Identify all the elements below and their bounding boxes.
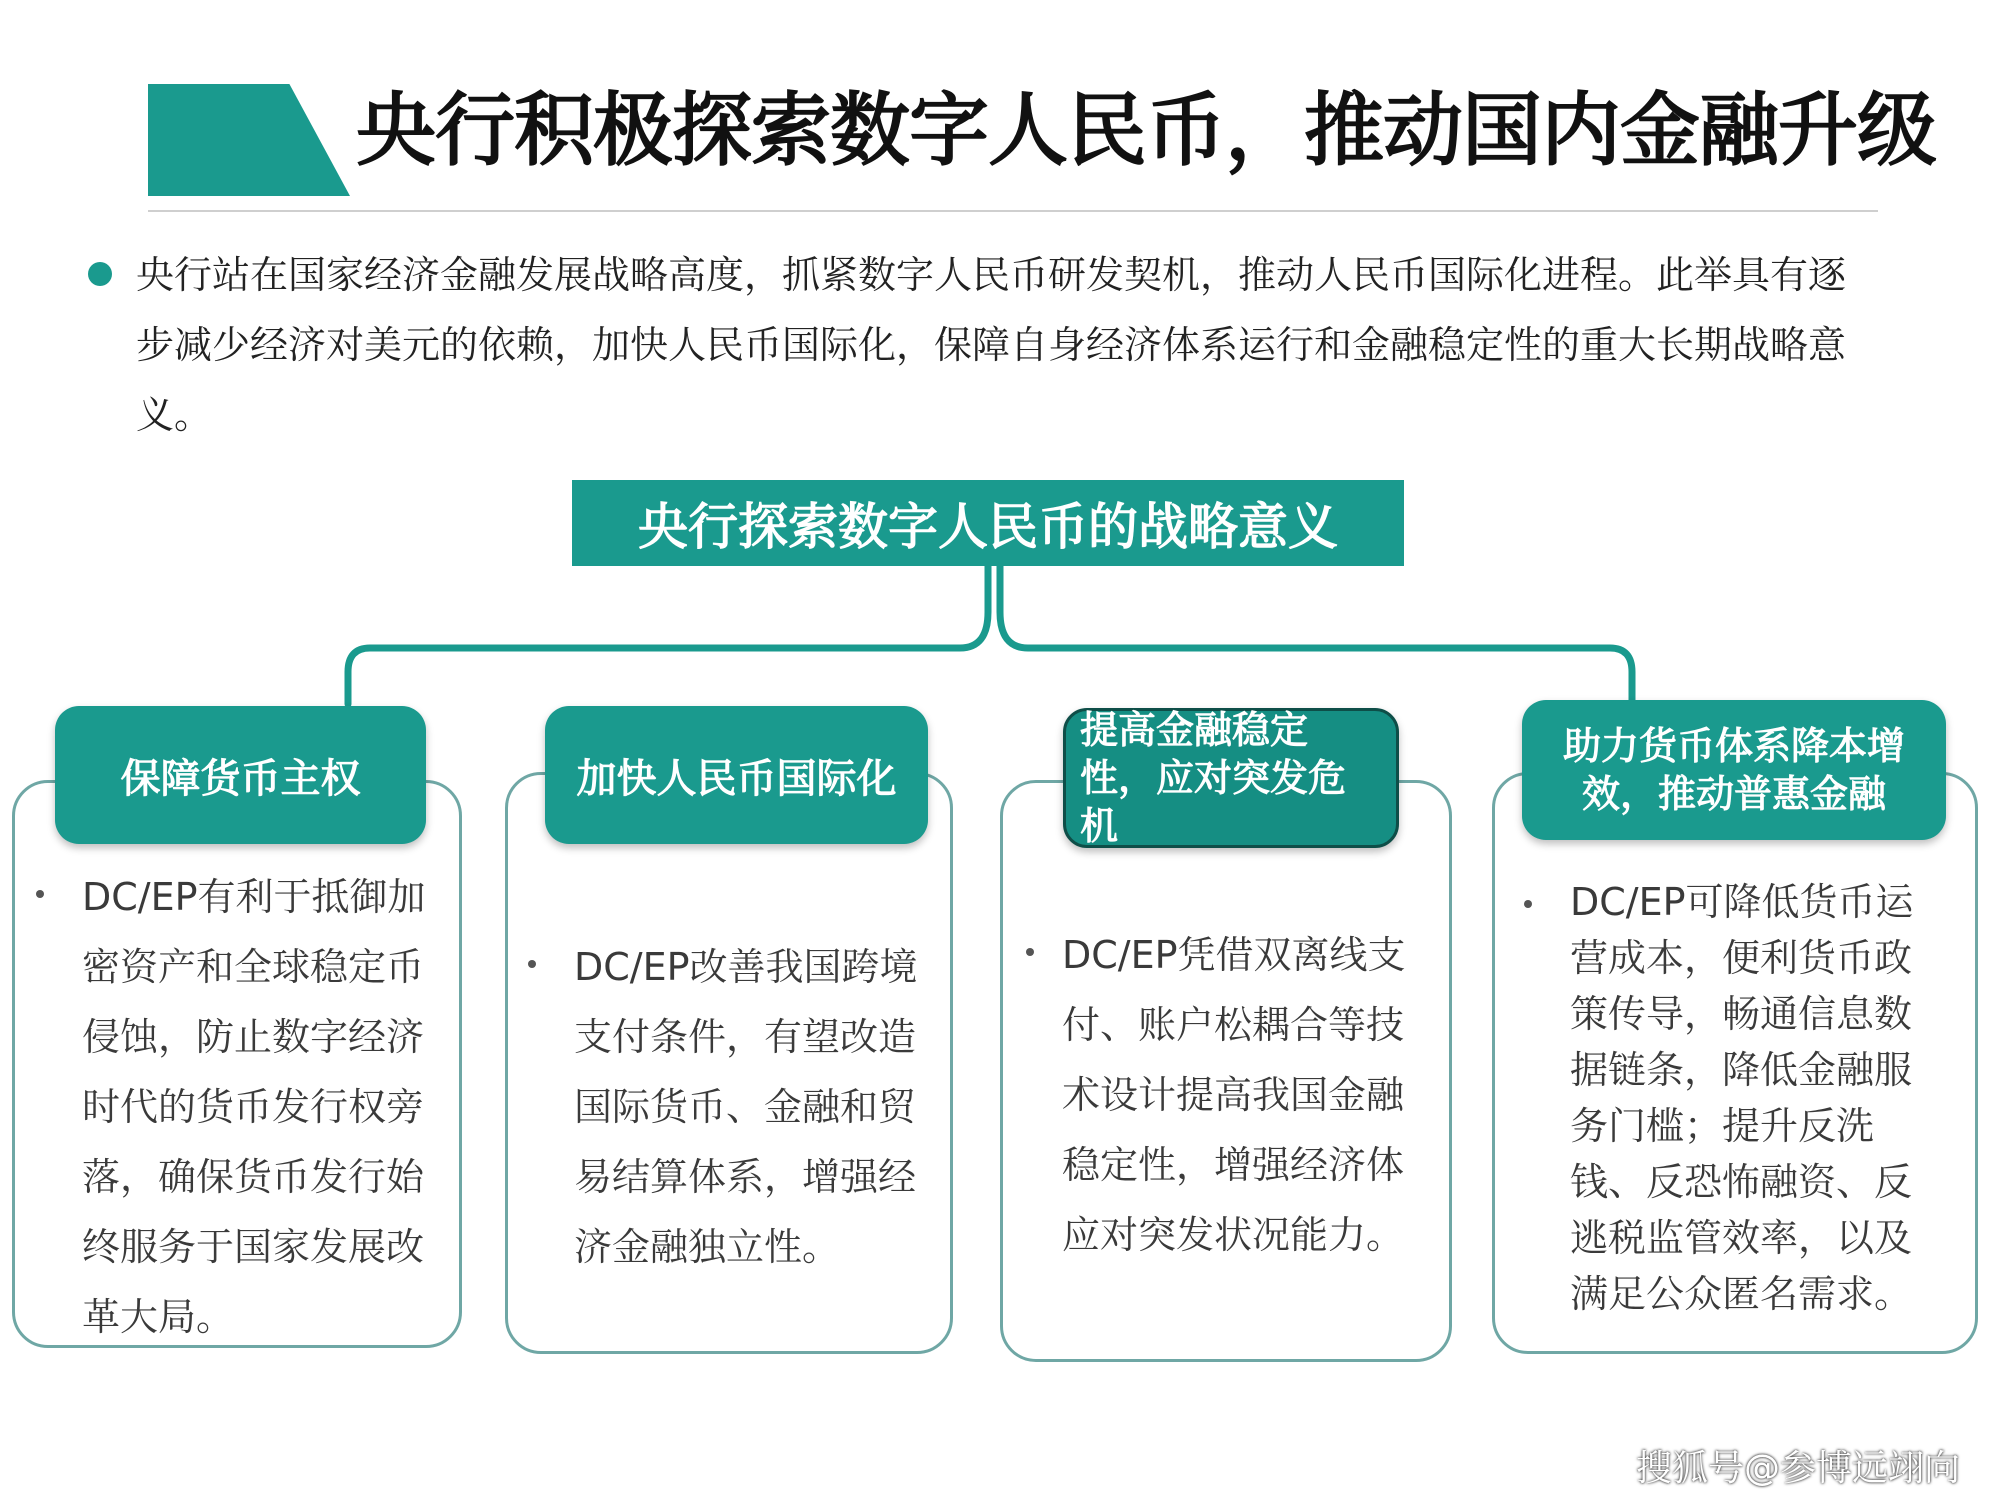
- card-title: 保障货币主权: [55, 706, 426, 844]
- card-bullet-icon: [528, 960, 536, 968]
- diagram-heading: 央行探索数字人民币的战略意义: [572, 480, 1404, 566]
- intro-paragraph: 央行站在国家经济金融发展战略高度，抓紧数字人民币研发契机，推动人民币国际化进程。此举具有逐步减少经济对美元的依赖，加快人民币国际化，保障自身经济体系运行和金融稳定性的重大长期战略意义。: [136, 253, 1847, 437]
- card-bullet-icon: [1026, 948, 1034, 956]
- watermark: 搜狐号@参博远翊向: [1635, 1448, 1960, 1489]
- card-text: DC/EP可降低货币运营成本，便利货币政策传导，畅通信息数据链条，降低金融服务门槛；提升反洗钱、反恐怖融资、反逃税监管效率，以及满足公众匿名需求。: [1570, 880, 1914, 1316]
- card-bullet-icon: [1524, 900, 1532, 908]
- card-title: 提高金融稳定性，应对突发危机: [1063, 708, 1399, 848]
- card-title: 加快人民币国际化: [545, 706, 928, 844]
- card-bullet-icon: [36, 890, 44, 898]
- card-text: DC/EP改善我国跨境支付条件，有望改造国际货币、金融和贸易结算体系，增强经济金融独立性。: [574, 945, 918, 1269]
- card-text: DC/EP有利于抵御加密资产和全球稳定币侵蚀，防止数字经济时代的货币发行权旁落，确保货币发行始终服务于国家发展改革大局。: [82, 875, 426, 1339]
- card-title: 助力货币体系降本增效，推动普惠金融: [1522, 700, 1946, 840]
- card-text: DC/EP凭借双离线支付、账户松耦合等技术设计提高我国金融稳定性，增强经济体应对突发状况能力。: [1062, 933, 1406, 1257]
- page-title: 央行积极探索数字人民币，推动国内金融升级: [356, 84, 1936, 177]
